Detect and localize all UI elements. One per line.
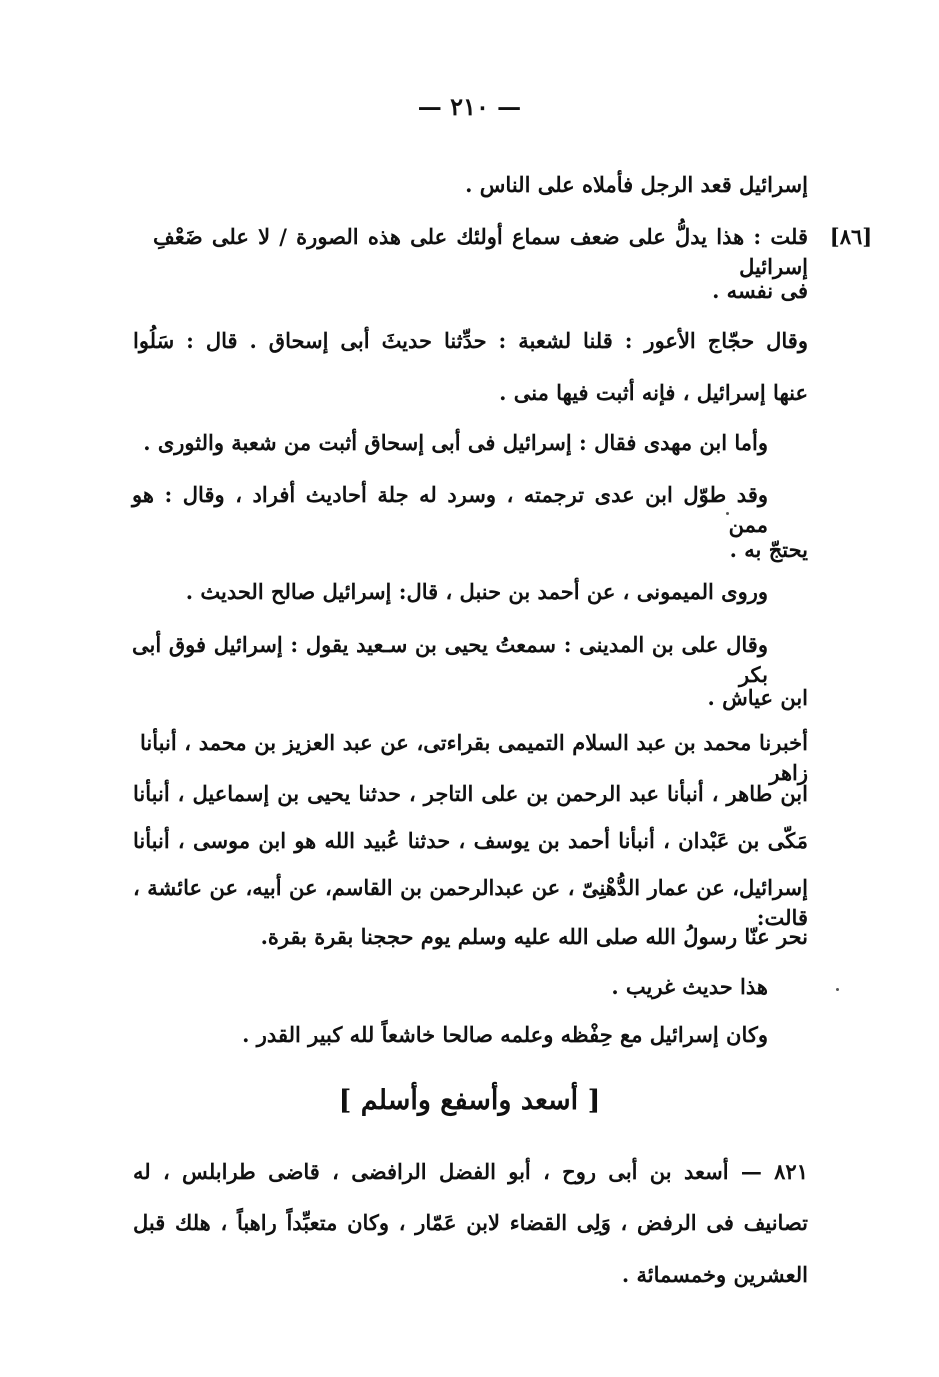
text-line: فى نفسه . [712,278,808,303]
text-line: أخبرنا محمد بن عبد السلام التميمى بقراءتى، عن عبد العزيز بن محمد ، أنبأنا زاهر [140,730,808,785]
page-number: — ٢١٠ — [417,92,522,121]
text-line: ٨٢١ — أسعد بن أبى روح ، أبو الفضل الرافضى ، قاضى طرابلس ، له [133,1159,808,1184]
text-line: العشرين وخمسمائة . [621,1262,808,1287]
text-line: وأما ابن مهدى فقال : إسرائيل فى أبى إسحاق أثبت من شعبة والثورى . [143,430,768,455]
margin-note: [٨٦] [829,224,873,249]
text-line: وقد طوّل ابن عدى ترجمته ، وسرد له جلة أحاديث أفراد ، وقال : هو ممن [132,482,768,537]
text-line: تصانيف فى الرفض ، وَلِى القضاء لابن عَمّار ، وكان متعبِّداً راهباً ، هلك قبل [133,1210,808,1235]
text-line: وقال على بن المدينى : سمعتُ يحيى بن سـعيد يقول : إسرائيل فوق أبى بكر [132,632,768,687]
text-line: ابن عياش . [707,685,808,710]
text-line: مَكّى بن عَبْدان ، أنبأنا أحمد بن يوسف ، حدثنا عُبيد الله هو ابن موسى ، أنبأنا [133,828,808,853]
text-line: يحتجّ به . [729,537,808,562]
text-line: ابن طاهر ، أنبأنا عبد الرحمن بن على التاجر ، حدثنا يحيى بن إسماعيل ، أنبأنا [133,781,808,806]
text-line: وقال حجّاج الأعور : قلنا لشعبة : حدِّثنا حديثَ أبى إسحاق . قال : سَلُوا [133,328,808,353]
paper-speck [726,512,729,515]
text-line: نحر عنّا رسولُ الله صلى الله عليه وسلم يوم حججنا بقرة بقرة. [260,924,808,949]
text-line: إسرائيل قعد الرجل فأملاه على الناس . [465,172,808,197]
section-heading: [ أسعد وأسفع وأسلم ] [338,1085,601,1116]
text-line: وكان إسرائيل مع حِفْظه وعلمه صالحا خاشعاً لله كبير القدر . [242,1022,768,1047]
text-line: عنها إسرائيل ، فإنه أثبت فيها منى . [499,380,808,405]
text-line: إسرائيل، عن عمار الدُّهْنِىّ ، عن عبدالرحمن بن القاسم، عن أبيه، عن عائشة ، قالت: [133,875,808,930]
text-line: وروى الميمونى ، عن أحمد بن حنبل ، قال: إسرائيل صالح الحديث . [185,579,768,604]
text-line: هذا حديث غريب . [611,974,768,999]
paper-speck [836,988,839,991]
text-line: قلت : هذا يدلُّ على ضعف سماع أولئك على هذه الصورة / لا على ضَعْفِ إسرائيل [153,224,808,279]
